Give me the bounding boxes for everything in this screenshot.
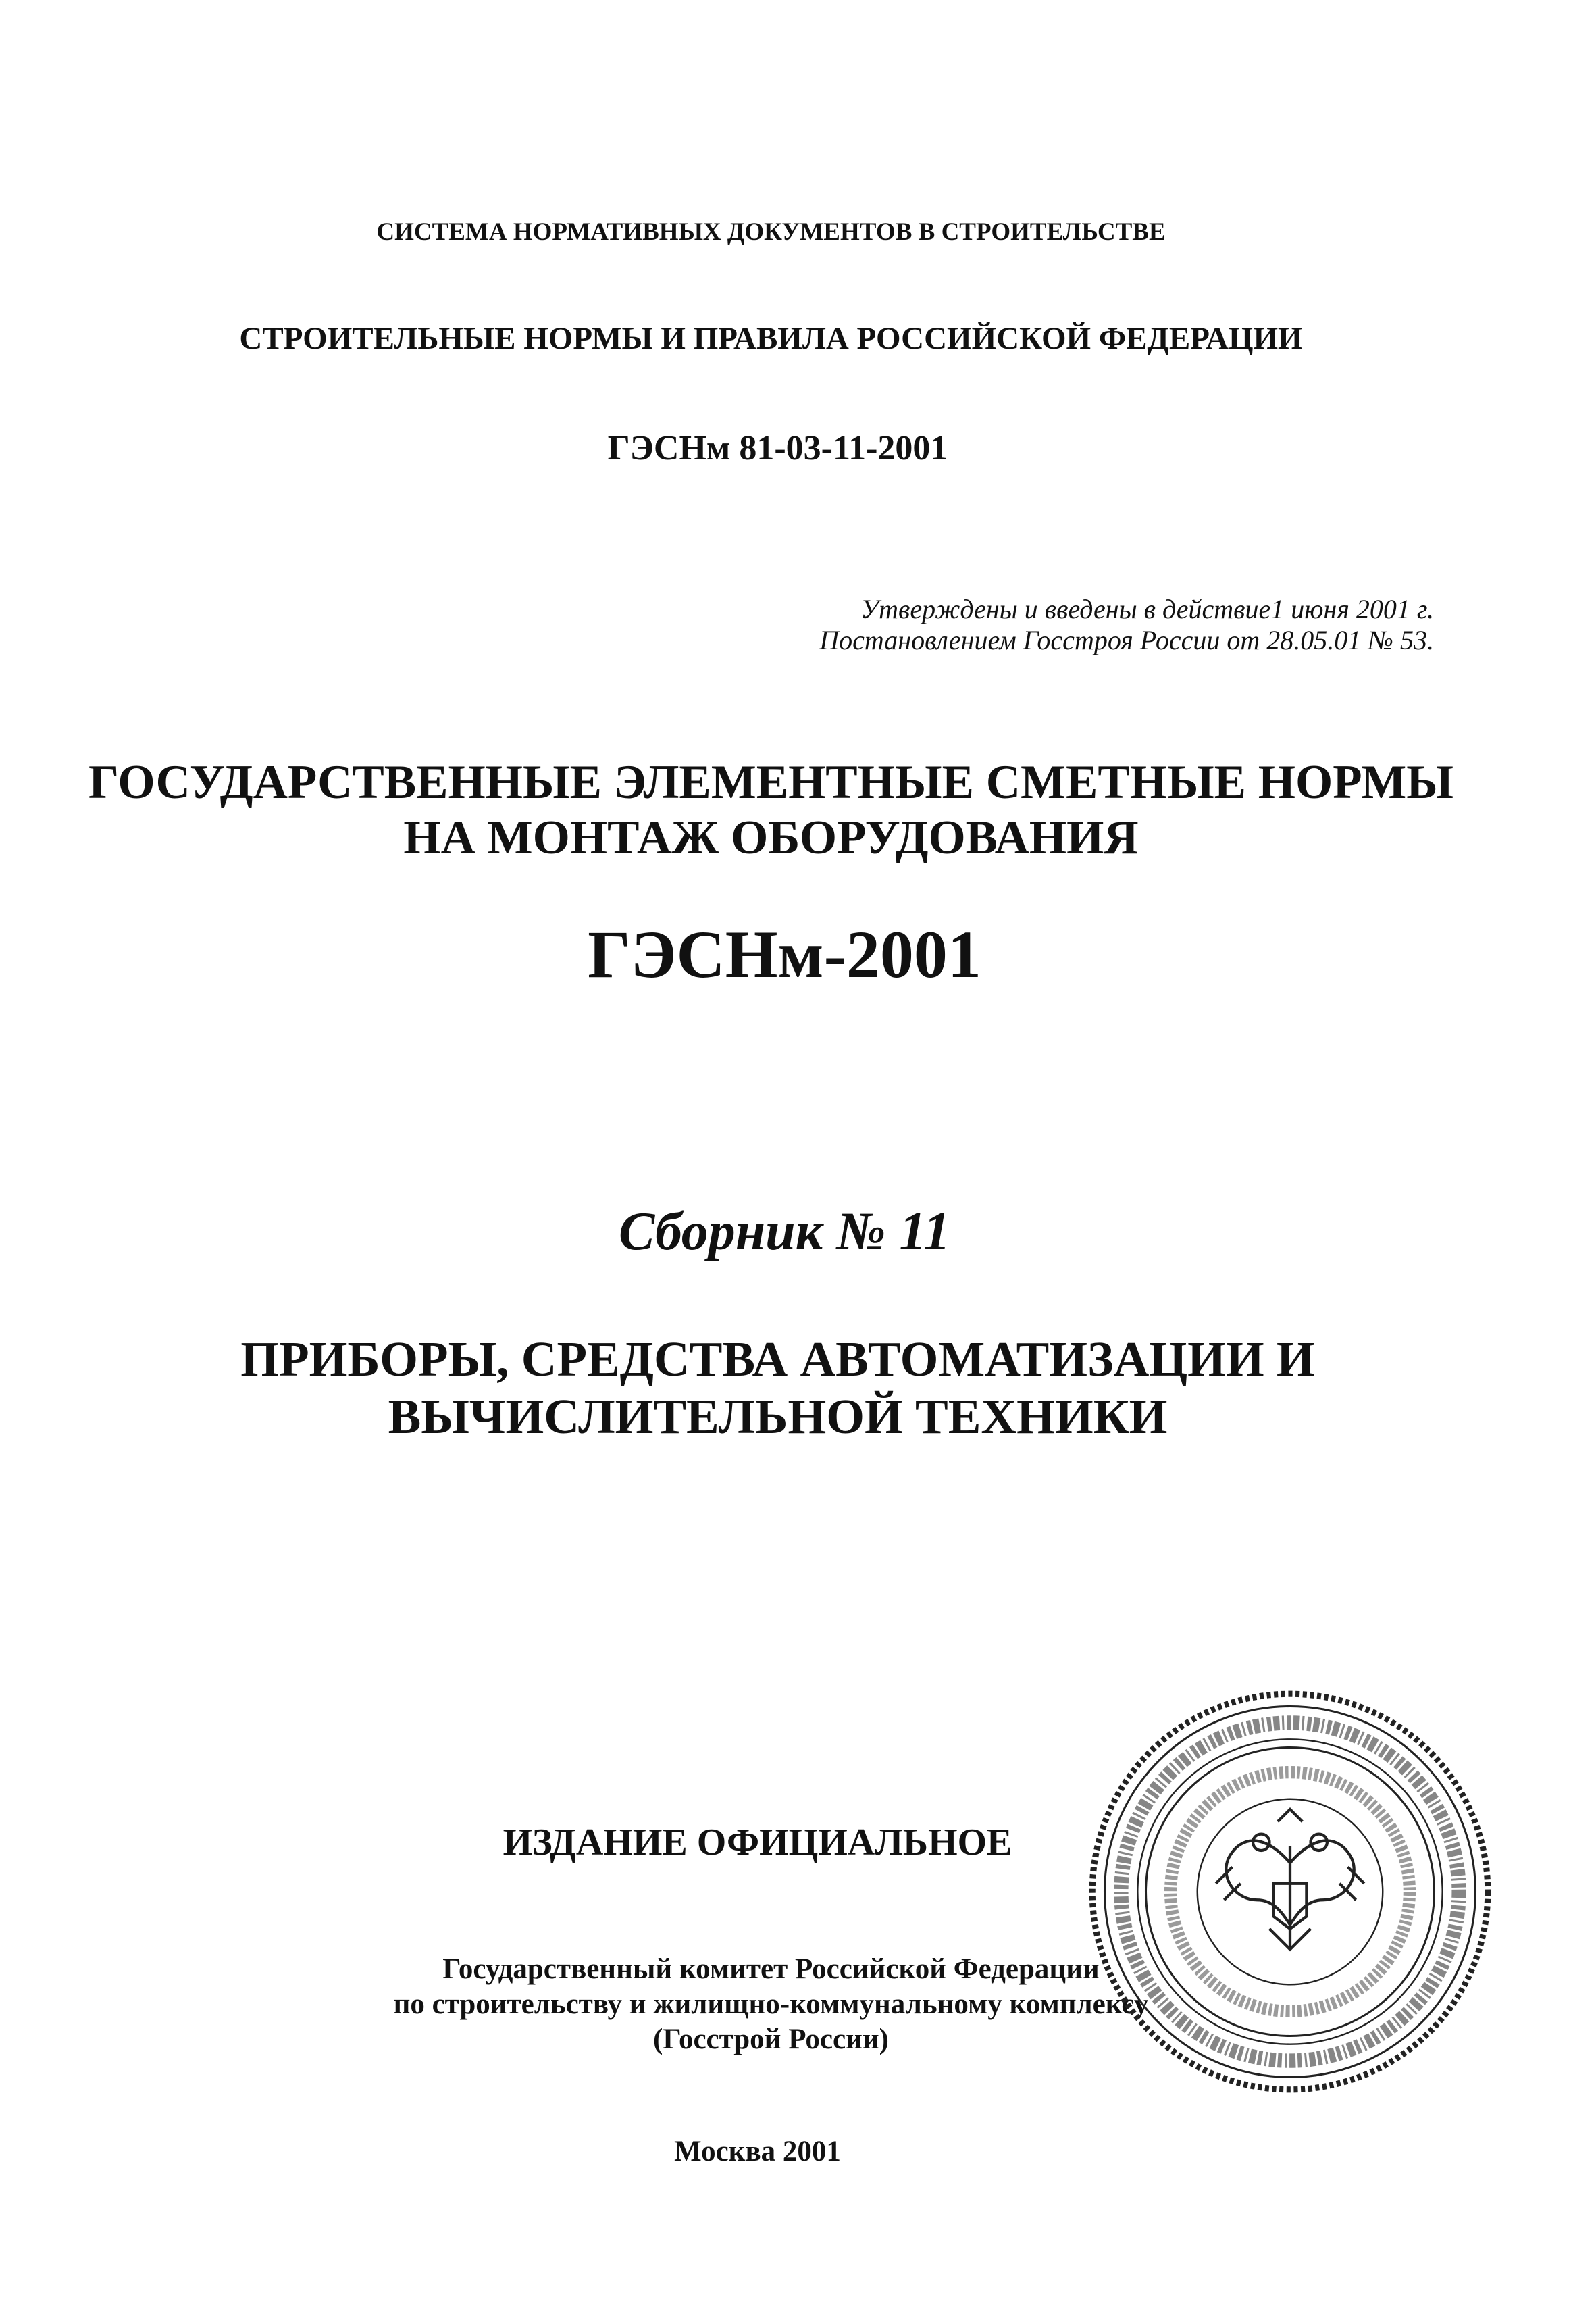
main-title-code: ГЭСНм-2001 xyxy=(588,917,981,992)
edition-label: ИЗДАНИЕ ОФИЦИАЛЬНОЕ xyxy=(503,1821,1012,1863)
organization-line-3: (Госстрой России) xyxy=(653,2023,889,2055)
organization-line-1: Государственный комитет Российской Федерации xyxy=(442,1953,1100,1985)
city-year: Москва 2001 xyxy=(674,2136,841,2167)
subject-title-line-2: ВЫЧИСЛИТЕЛЬНОЙ ТЕХНИКИ xyxy=(388,1389,1168,1444)
document-code: ГЭСНм 81-03-11-2001 xyxy=(607,429,948,468)
official-seal-icon xyxy=(1084,1686,1496,2098)
snip-heading: СТРОИТЕЛЬНЫЕ НОРМЫ И ПРАВИЛА РОССИЙСКОЙ ФЕДЕРАЦИИ xyxy=(239,321,1303,356)
main-title-line-2: НА МОНТАЖ ОБОРУДОВАНИЯ xyxy=(403,811,1139,864)
approval-line-2: Постановлением Госстроя России от 28.05.01 № 53. xyxy=(819,625,1434,655)
approval-line-1: Утверждены и введены в действие1 июня 2001 г. xyxy=(860,594,1434,624)
subject-title-line-1: ПРИБОРЫ, СРЕДСТВА АВТОМАТИЗАЦИИ И xyxy=(240,1332,1315,1386)
collection-number: Сборник № 11 xyxy=(618,1202,950,1261)
system-heading: СИСТЕМА НОРМАТИВНЫХ ДОКУМЕНТОВ В СТРОИТЕЛЬСТВЕ xyxy=(376,218,1166,246)
organization-line-2: по строительству и жилищно-коммунальному комплексу xyxy=(393,1988,1149,2020)
main-title-line-1: ГОСУДАРСТВЕННЫЕ ЭЛЕМЕНТНЫЕ СМЕТНЫЕ НОРМЫ xyxy=(88,756,1453,809)
